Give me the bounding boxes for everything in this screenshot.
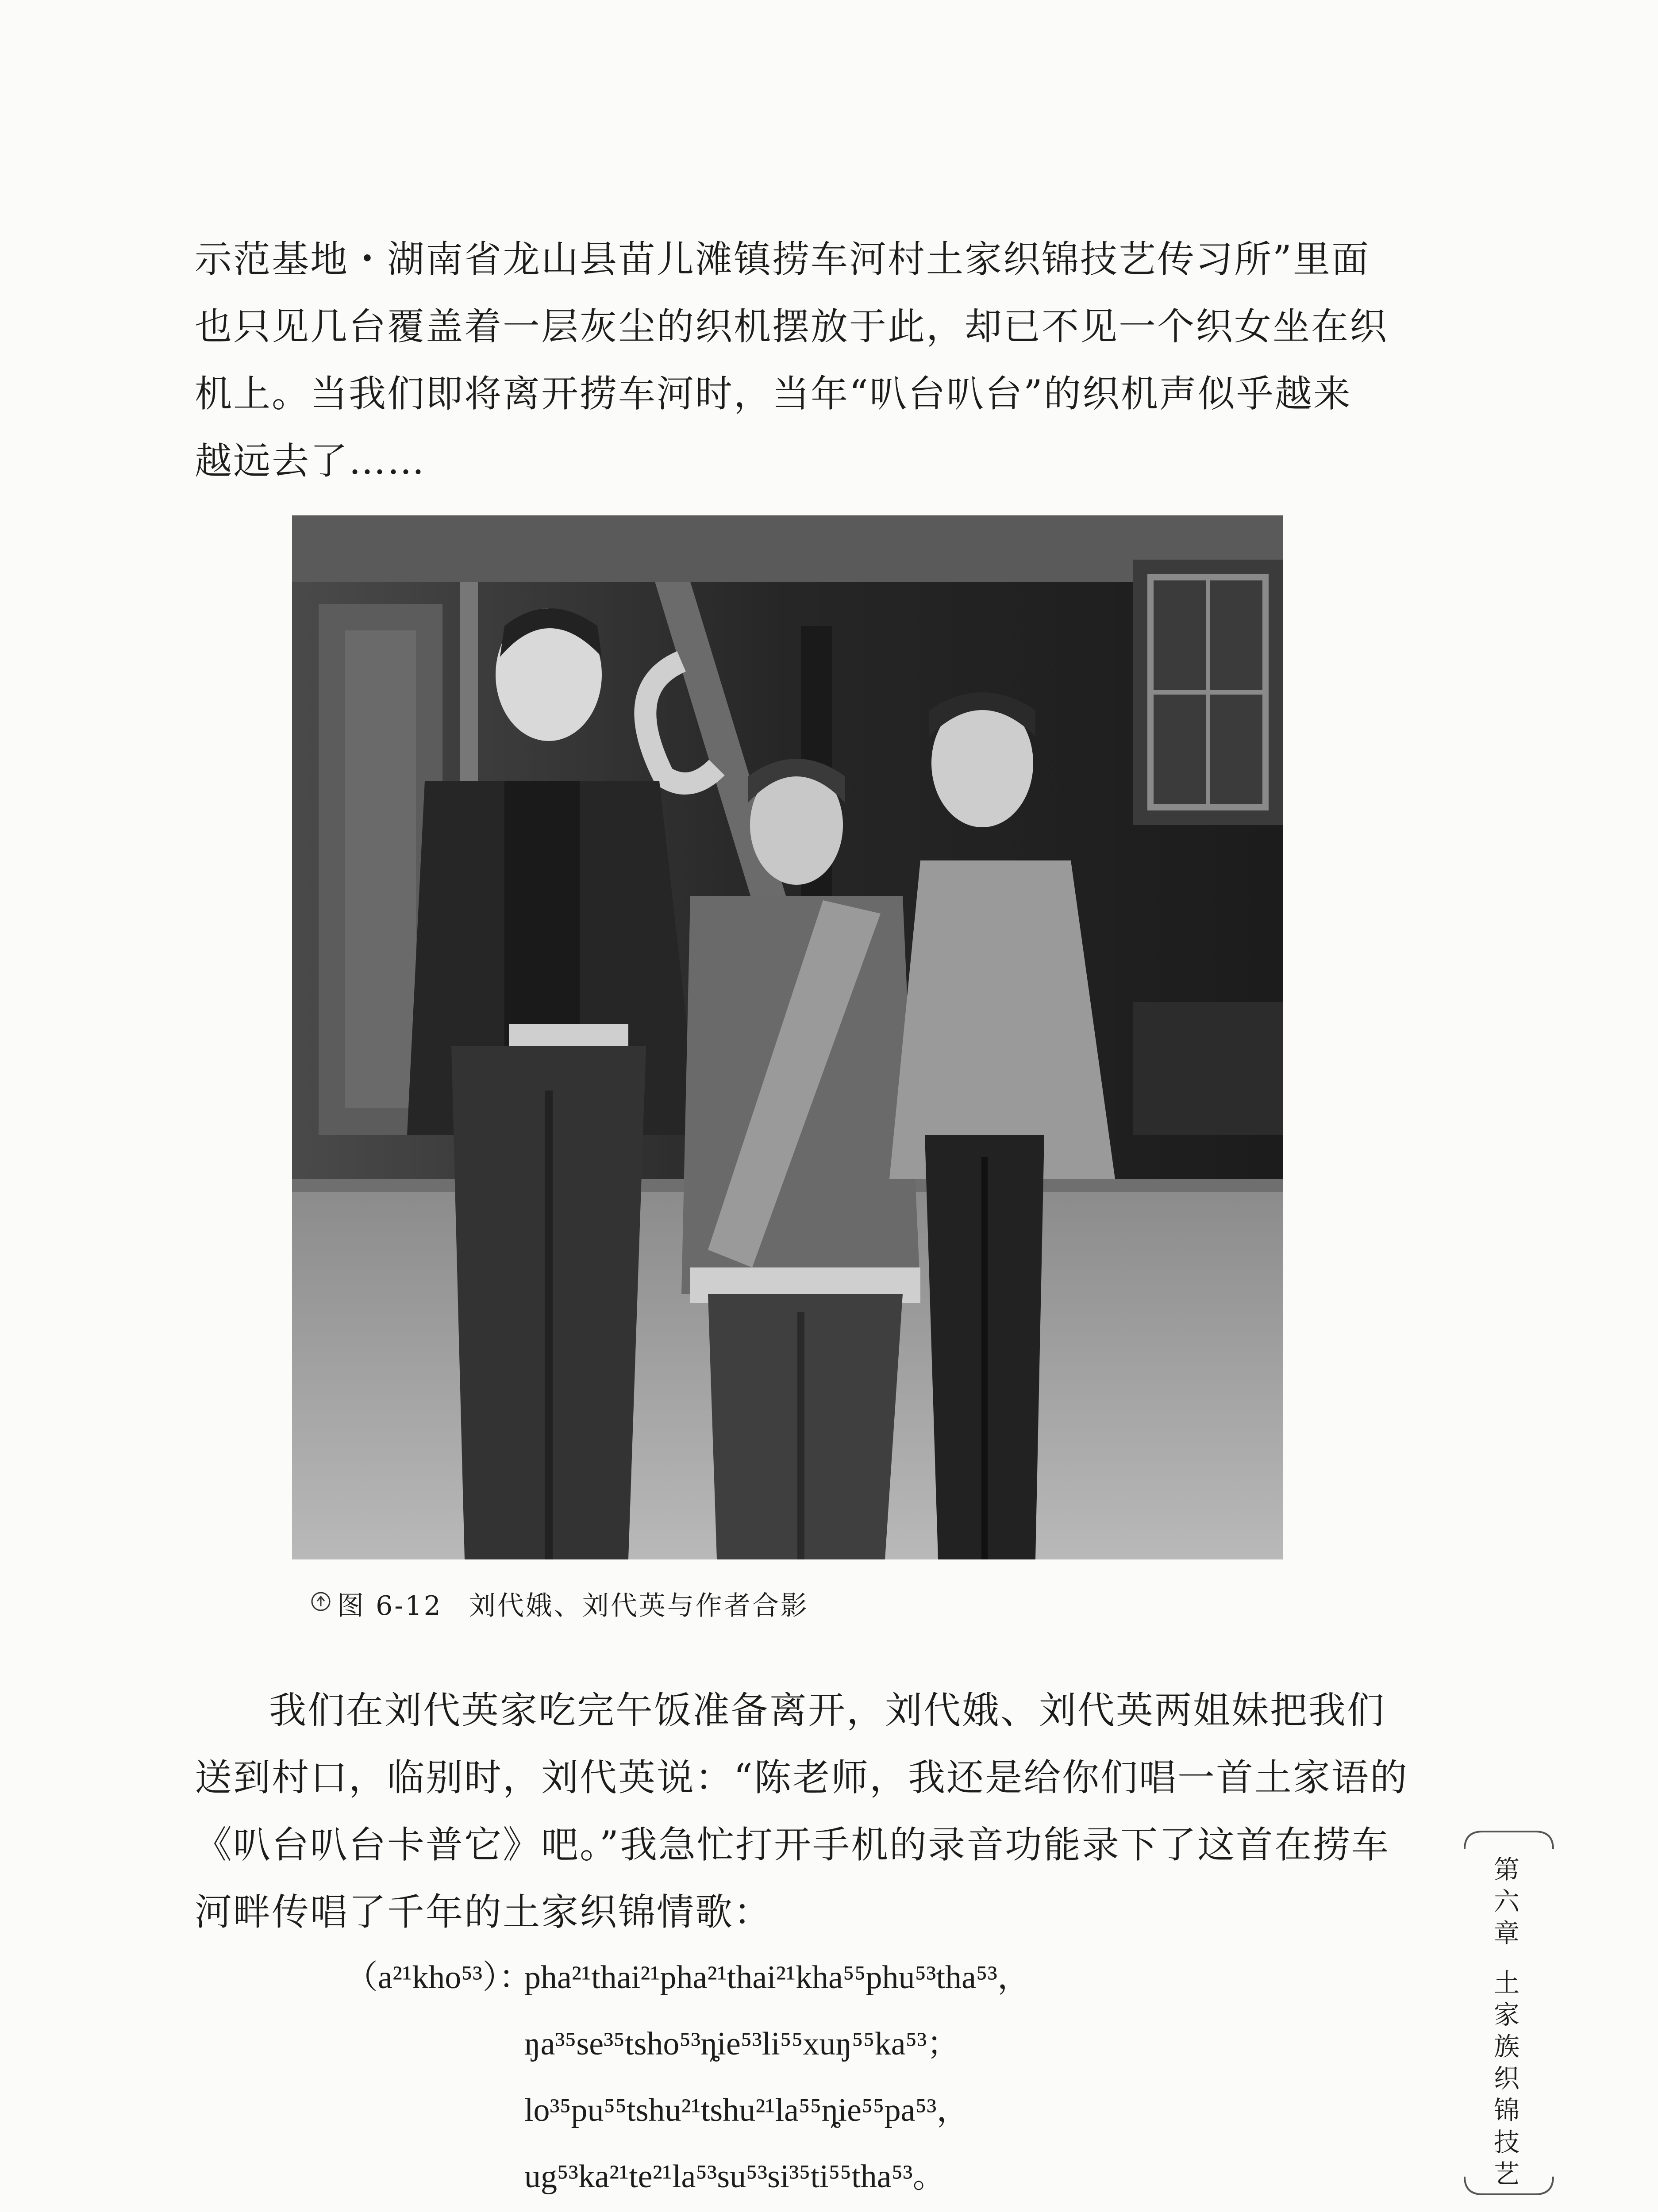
lyrics-line-2: ŋa³⁵se³⁵tsho⁵³ȵie⁵³li⁵⁵xuŋ⁵⁵ka⁵³； (524, 2026, 960, 2062)
paragraph-1 (195, 226, 1389, 495)
text-line: 机上。当我们即将离开捞车河时，当年“叭台叭台”的织机声似乎越来 (195, 372, 1352, 415)
chapter-number: 第六章 (1493, 1855, 1520, 1948)
text-line: 《叭台叭台卡普它》吧。”我急忙打开手机的录音功能录下了这首在捞车 (195, 1823, 1390, 1866)
lyrics-line-3: lo³⁵pu⁵⁵tshu²¹tshu²¹la⁵⁵ȵie⁵⁵pa⁵³， (524, 2092, 969, 2128)
paragraph-2 (195, 1677, 1408, 1946)
figure-caption-text: 刘代娥、刘代英与作者合影 (469, 1590, 809, 1621)
lyrics-prefix: （a²¹kho⁵³）： (345, 1959, 532, 1996)
text-line: 送到村口，临别时，刘代英说：“陈老师，我还是给你们唱一首土家语的 (195, 1756, 1408, 1799)
group-photo (292, 515, 1283, 1559)
chapter-title: 土家族织锦技艺 (1493, 1968, 1520, 2189)
chapter-sidebar (1460, 1823, 1558, 2212)
lyrics-line-4: ug⁵³ka²¹te²¹la⁵³su⁵³si³⁵ti⁵⁵tha⁵³。 (524, 2158, 946, 2195)
text-line: 也只见几台覆盖着一层灰尘的织机摆放于此，却已不见一个织女坐在织 (195, 305, 1389, 348)
text-line: 我们在刘代英家吃完午饭准备离开，刘代娥、刘代英两姐妹把我们 (269, 1689, 1386, 1732)
figure-label: 图 6-12 (337, 1590, 442, 1621)
figure-marker-icon (310, 1588, 332, 1619)
lyrics-line-1: pha²¹thai²¹pha²¹thai²¹kha⁵⁵phu⁵³tha⁵³， (524, 1959, 1030, 1996)
text-line: 越远去了…… (195, 439, 426, 483)
text-line: 河畔传唱了千年的土家织锦情歌： (195, 1890, 773, 1934)
figure-caption (310, 1585, 809, 1623)
text-line: 示范基地・湖南省龙山县苗儿滩镇捞车河村土家织锦技艺传习所”里面 (195, 238, 1370, 281)
